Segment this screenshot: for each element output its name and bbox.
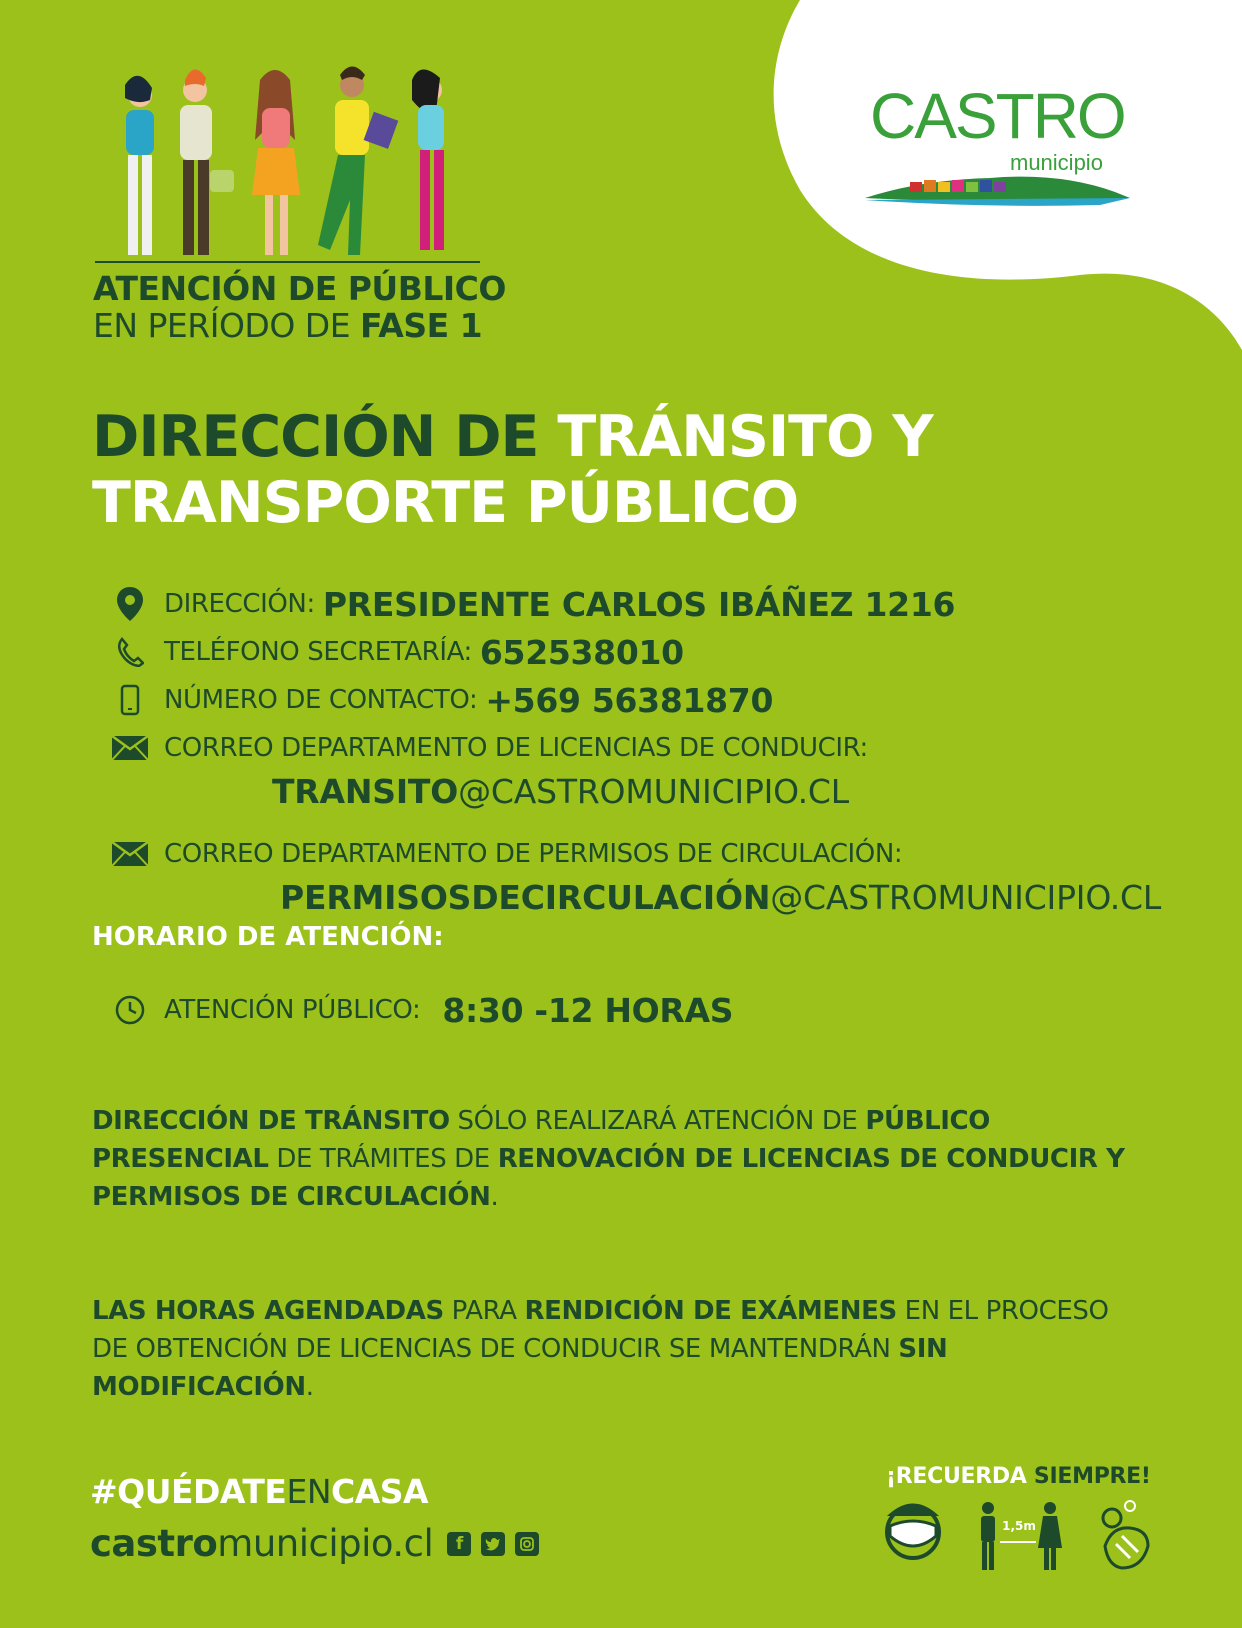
- email2-label: CORREO DEPARTAMENTO DE PERMISOS DE CIRCULACIÓN:: [164, 839, 903, 869]
- p2-t2: EN EL PROCESO DE OBTENCIÓN DE LICENCIAS DE CONDUCIR SE MANTENDRÁN: [92, 1296, 1109, 1364]
- clock-icon: [110, 990, 150, 1030]
- safety-reminder-icons: [880, 1496, 1160, 1576]
- envelope-icon: [110, 834, 150, 874]
- hashtag: [90, 1472, 428, 1511]
- face-mask-icon: [887, 1504, 939, 1559]
- contact-info-2: [110, 830, 1161, 917]
- notice-paragraph-2: [92, 1292, 1152, 1406]
- email1-label: CORREO DEPARTAMENTO DE LICENCIAS DE CONDUCIR:: [164, 733, 868, 763]
- reminder-b: SIEMPRE!: [1026, 1464, 1151, 1489]
- p1-b3: RENOVACIÓN DE LICENCIAS DE CONDUCIR Y PERMISOS DE CIRCULACIÓN: [92, 1144, 1125, 1212]
- hashtag-a: #QUÉDATE: [90, 1472, 287, 1511]
- p2-b1: LAS HORAS AGENDADAS: [92, 1296, 444, 1326]
- p1-b1: DIRECCIÓN DE TRÁNSITO: [92, 1106, 450, 1136]
- phase-headline: [93, 270, 506, 344]
- distance-label: 1,5m: [1002, 1519, 1036, 1533]
- p2-b2: RENDICIÓN DE EXÁMENES: [524, 1296, 897, 1326]
- logo-name: CASTRO: [870, 80, 1125, 152]
- p1-b2: PÚBLICO PRESENCIAL: [92, 1106, 990, 1174]
- hand-washing-icon: [1103, 1501, 1148, 1568]
- mobile-label: NÚMERO DE CONTACTO:: [164, 685, 478, 715]
- email1-domain: @CASTROMUNICIPIO.CL: [458, 772, 849, 811]
- envelope-icon: [110, 728, 150, 768]
- phase-prefix: EN PERÍODO DE: [93, 306, 361, 345]
- p2-t1: PARA: [443, 1296, 525, 1326]
- title-white-1: TRÁNSITO Y: [557, 404, 933, 470]
- schedule-value: 8:30 -12 HORAS: [442, 990, 734, 1030]
- address-row: [110, 580, 955, 628]
- title-white-2: TRANSPORTE PÚBLICO: [92, 470, 799, 536]
- facebook-icon[interactable]: f: [447, 1532, 471, 1556]
- website[interactable]: [90, 1522, 539, 1565]
- site-rest: municipio.cl: [217, 1522, 434, 1565]
- twitter-icon[interactable]: [481, 1532, 505, 1556]
- social-distance-icon: [981, 1502, 1062, 1570]
- email1-user: TRANSITO: [272, 772, 459, 811]
- p2-t3: .: [305, 1372, 314, 1402]
- email2-user: PERMISOSDECIRCULACIÓN: [280, 878, 771, 917]
- logo-sub: municipio: [1010, 150, 1103, 175]
- title-dark: DIRECCIÓN DE: [92, 404, 558, 470]
- page-title: [92, 404, 933, 536]
- email2-row: [110, 830, 1161, 878]
- email2-address[interactable]: [110, 878, 1161, 917]
- hashtag-c: CASA: [331, 1472, 429, 1511]
- email1-address[interactable]: [110, 772, 955, 818]
- p2-b3: SIN MODIFICACIÓN: [92, 1334, 948, 1402]
- p1-t1: SÓLO REALIZARÁ ATENCIÓN DE: [449, 1106, 866, 1136]
- notice-paragraph-1: [92, 1102, 1152, 1216]
- mobile-value[interactable]: +569 56381870: [485, 680, 774, 720]
- reminder-a: ¡RECUERDA: [886, 1464, 1027, 1489]
- reminder-title: [886, 1464, 1151, 1489]
- phone-label: TELÉFONO SECRETARÍA:: [164, 637, 472, 667]
- email2-domain: @CASTROMUNICIPIO.CL: [770, 878, 1162, 917]
- instagram-icon[interactable]: [515, 1532, 539, 1556]
- mobile-row: [110, 676, 955, 724]
- title-line1: [92, 404, 933, 470]
- phone-icon: [110, 632, 150, 672]
- castro-municipio-logo: [860, 80, 1160, 215]
- phase-headline-line2: [93, 307, 506, 344]
- phone-row: [110, 628, 955, 676]
- social-links: [447, 1532, 539, 1556]
- phase-label: FASE 1: [360, 306, 483, 345]
- mobile-phone-icon: [110, 680, 150, 720]
- schedule-row: [110, 986, 733, 1034]
- schedule-info: [110, 986, 733, 1034]
- site-bold: castro: [90, 1522, 218, 1565]
- address-value: PRESIDENTE CARLOS IBÁÑEZ 1216: [322, 584, 956, 624]
- hashtag-b: EN: [286, 1472, 332, 1511]
- p1-t3: .: [490, 1182, 499, 1212]
- schedule-title: HORARIO DE ATENCIÓN:: [92, 922, 444, 952]
- p1-t2: DE TRÁMITES DE: [268, 1144, 498, 1174]
- email1-row: [110, 724, 955, 772]
- people-illustration: [90, 60, 490, 270]
- phase-headline-line1: ATENCIÓN DE PÚBLICO: [93, 269, 506, 308]
- location-pin-icon: [110, 584, 150, 624]
- contact-info: [110, 580, 955, 818]
- address-label: DIRECCIÓN:: [164, 589, 315, 619]
- schedule-label: ATENCIÓN PÚBLICO:: [164, 995, 421, 1025]
- phone-value[interactable]: 652538010: [479, 632, 684, 672]
